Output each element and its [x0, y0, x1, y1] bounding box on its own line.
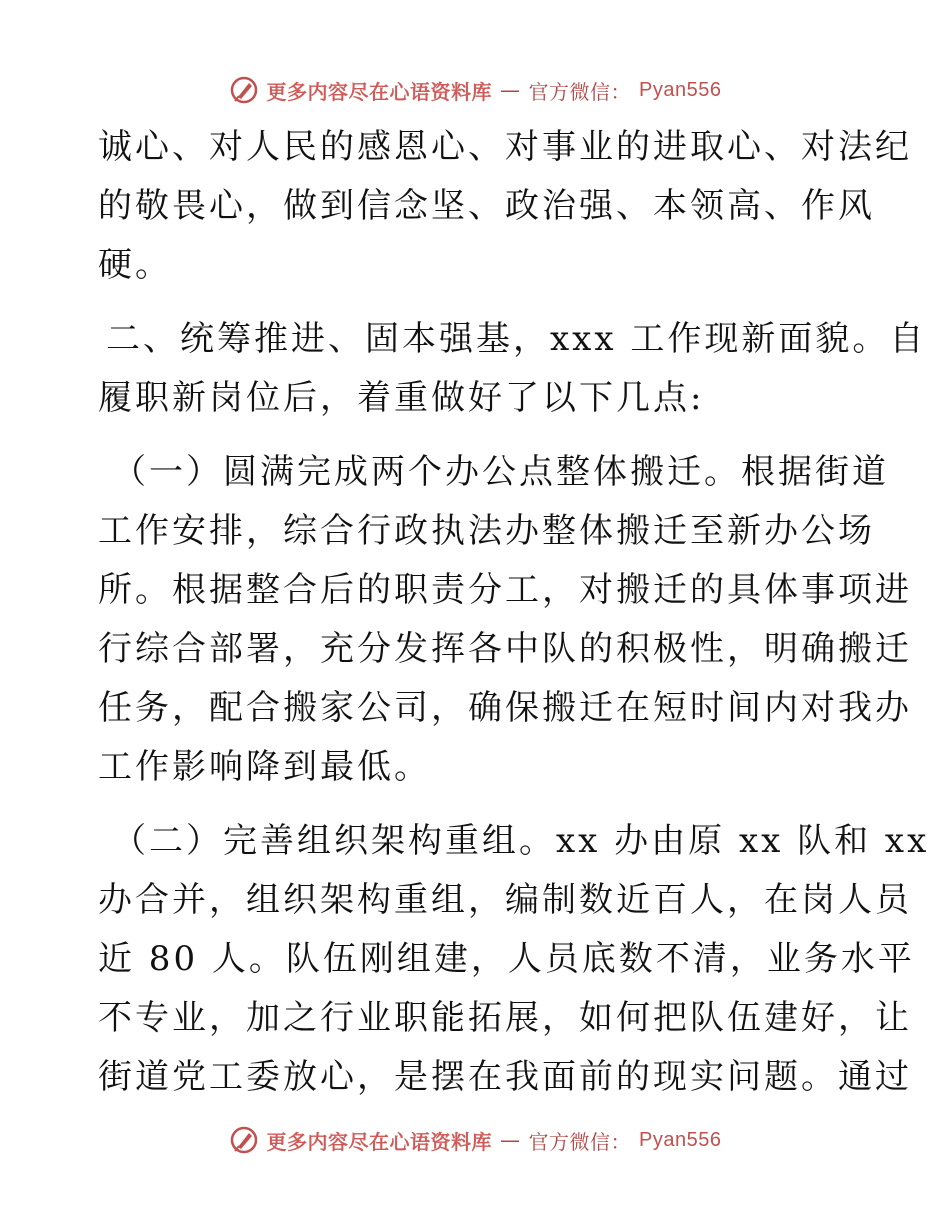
watermark-wechat-id: Pyan556: [639, 1128, 722, 1151]
watermark-brand: 更多内容尽在心语资料库: [266, 79, 493, 104]
paragraph-1: [98, 118, 912, 295]
watermark-wechat-id: Pyan556: [639, 78, 722, 101]
document-body: [98, 118, 930, 1107]
text-line: 硬。: [98, 245, 172, 285]
header-watermark: [0, 70, 950, 110]
paragraph-4-subsection-2: [98, 812, 930, 1107]
paragraph-3-subsection-1: [98, 443, 912, 797]
text-line: 行综合部署，充分发挥各中队的积极性，明确搬迁: [98, 629, 912, 669]
text-line: 不专业，加之行业职能拓展，如何把队伍建好，让: [98, 998, 912, 1038]
quill-logo-icon: [229, 1125, 259, 1155]
text-line: 街道党工委放心，是摆在我面前的现实问题。通过: [98, 1057, 912, 1097]
text-line: 近 80 人。队伍刚组建，人员底数不清，业务水平: [98, 939, 915, 979]
watermark-brand: 更多内容尽在心语资料库: [266, 1129, 493, 1154]
text-line: 任务，配合搬家公司，确保搬迁在短时间内对我办: [98, 688, 912, 728]
text-line: 办合并，组织架构重组，编制数近百人，在岗人员: [98, 880, 912, 920]
watermark-dash: —: [500, 78, 521, 102]
watermark-dash: —: [500, 1128, 521, 1152]
footer-watermark: [0, 1120, 950, 1160]
text-line: 二、统筹推进、固本强基，xxx 工作现新面貌。自: [106, 319, 927, 359]
text-line: 的敬畏心，做到信念坚、政治强、本领高、作风: [98, 186, 875, 226]
watermark-label: 官方微信：: [528, 1129, 632, 1154]
quill-logo-icon: [229, 75, 259, 105]
text-line: 所。根据整合后的职责分工，对搬迁的具体事项进: [98, 570, 912, 610]
watermark-label: 官方微信：: [528, 79, 632, 104]
text-line: 诚心、对人民的感恩心、对事业的进取心、对法纪: [98, 127, 912, 167]
paragraph-2-section-heading: [98, 310, 927, 428]
text-line: 工作安排，综合行政执法办整体搬迁至新办公场: [98, 511, 875, 551]
text-line: 履职新岗位后，着重做好了以下几点:: [98, 378, 705, 418]
text-line: 工作影响降到最低。: [98, 747, 431, 787]
text-line: （一）圆满完成两个办公点整体搬迁。根据街道: [112, 452, 889, 492]
text-line: （二）完善组织架构重组。xx 办由原 xx 队和 xx: [112, 821, 930, 861]
